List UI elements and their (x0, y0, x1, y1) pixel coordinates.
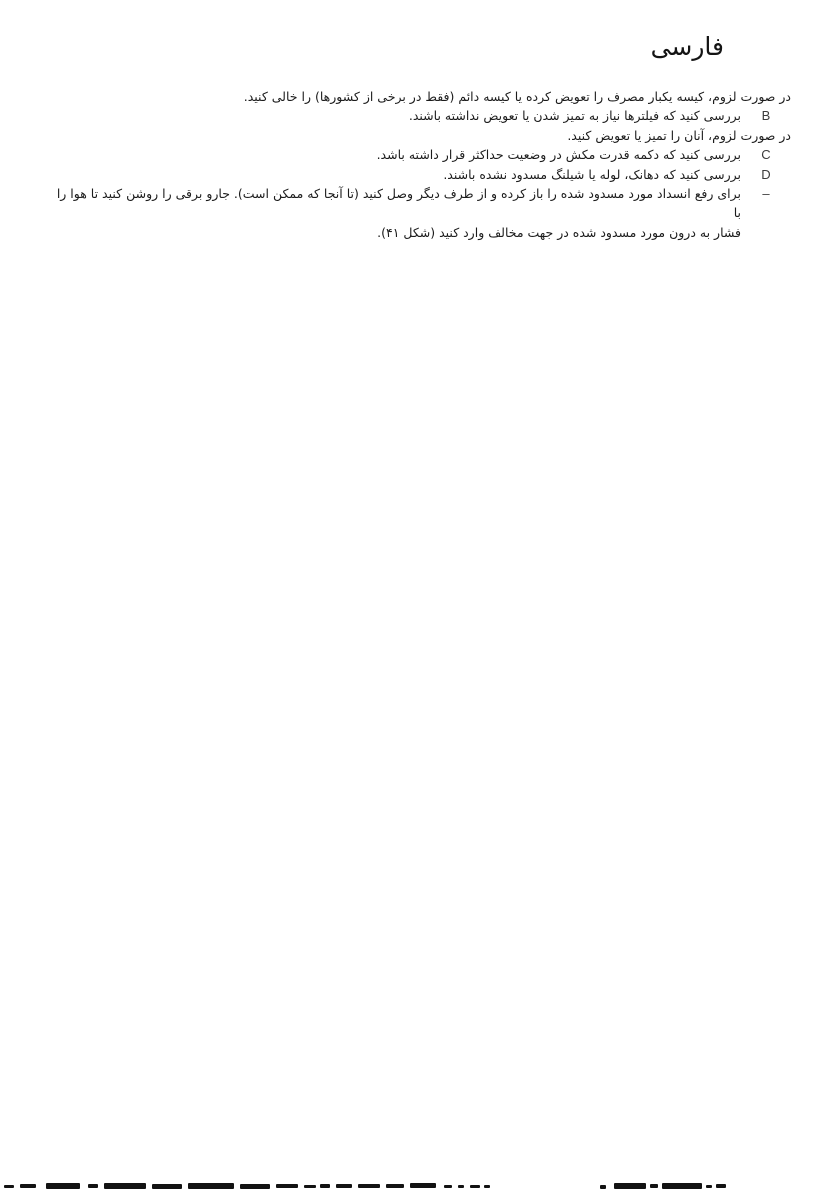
list-item-text-line1: برای رفع انسداد مورد مسدود شده را باز کرده و از طرف دیگر وصل کنید (تا آنجا که ممکن است). جارو برقی را روشن کنید تا هوا را با (56, 186, 741, 221)
cutoff-text-fragment (152, 1184, 182, 1189)
cutoff-text-fragment (20, 1184, 36, 1188)
list-marker-c: C (761, 147, 771, 163)
cutoff-text-fragment (240, 1184, 270, 1189)
list-item-d (49, 165, 791, 184)
cutoff-text-fragment (320, 1184, 330, 1188)
cutoff-text-fragment (716, 1184, 726, 1188)
list-item-text: بررسی کنید که دهانک، لوله یا شیلنگ مسدود نشده باشند. (443, 166, 741, 182)
list-item-dash (49, 184, 791, 242)
cutoff-text-fragment (46, 1183, 80, 1189)
cutoff-text-strip (0, 1180, 840, 1192)
cutoff-text-fragment (4, 1185, 14, 1188)
cutoff-text-fragment (458, 1185, 464, 1188)
page-title: فارسی (650, 32, 724, 61)
cutoff-text-fragment (336, 1184, 352, 1188)
list-marker-b: B (761, 108, 771, 124)
cutoff-text-fragment (444, 1185, 452, 1188)
cutoff-text-fragment (410, 1183, 436, 1188)
list-item-text (49, 184, 741, 242)
list-marker-d: D (761, 166, 771, 182)
cutoff-text-fragment (706, 1185, 712, 1188)
cutoff-text-fragment (304, 1185, 316, 1188)
list-item-b (49, 106, 791, 125)
cutoff-text-fragment (386, 1184, 404, 1188)
cutoff-text-fragment (650, 1184, 658, 1188)
list-item-text: بررسی کنید که دکمه قدرت مکش در وضعیت حداکثر قرار داشته باشد. (376, 147, 741, 163)
cutoff-text-fragment (88, 1184, 98, 1188)
cutoff-text-fragment (276, 1184, 298, 1188)
text-block (49, 87, 791, 242)
list-item-c (49, 145, 791, 164)
list-item-text: بررسی کنید که فیلترها نیاز به تمیز شدن یا تعویض نداشته باشند. (408, 108, 741, 124)
cutoff-text-fragment (470, 1185, 480, 1188)
cutoff-text-fragment (484, 1185, 490, 1188)
list-marker-dash: – (762, 186, 770, 202)
cutoff-text-fragment (600, 1185, 606, 1189)
cutoff-text-fragment (662, 1183, 702, 1189)
paragraph-line: در صورت لزوم، کیسه یکبار مصرف را تعویض کرده یا کیسه دائم (فقط در برخی از کشورها) را خالی کنید. (243, 89, 791, 104)
cutoff-text-fragment (614, 1183, 646, 1189)
cutoff-text-fragment (188, 1183, 234, 1189)
cutoff-text-fragment (358, 1184, 380, 1188)
paragraph-line: در صورت لزوم، آنان را تمیز یا تعویض کنید. (567, 127, 791, 143)
cutoff-text-fragment (104, 1183, 146, 1189)
list-item-text-line2: فشار به درون مورد مسدود شده در جهت مخالف وارد کنید (شکل ۴۱). (377, 224, 741, 240)
